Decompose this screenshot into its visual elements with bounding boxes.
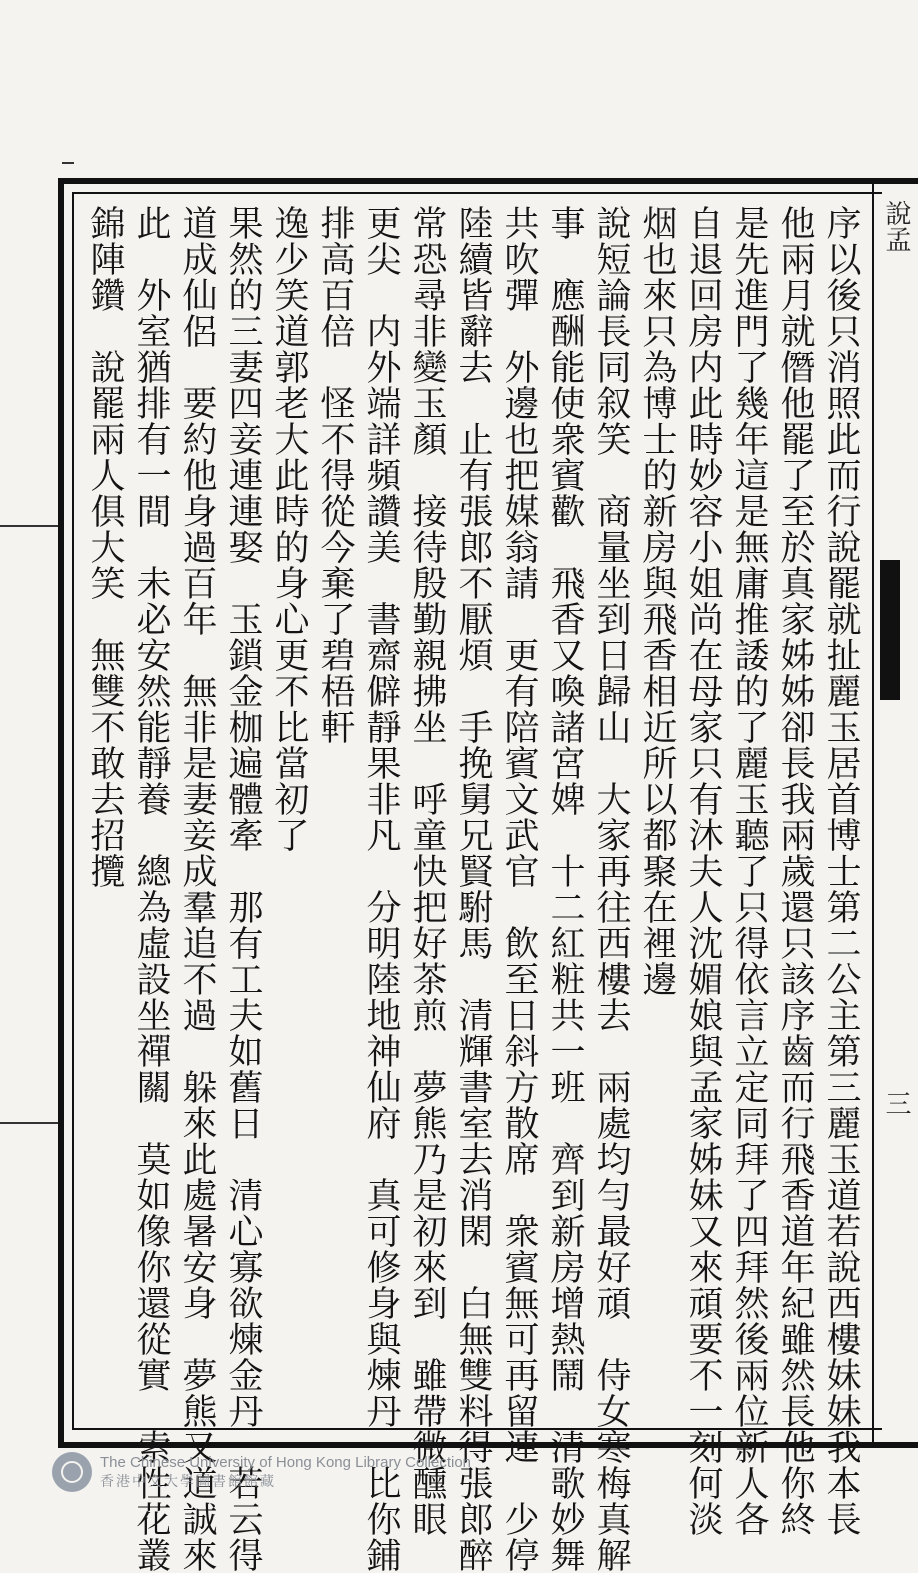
text-column-9: 陸續皆辭去 止有張郎不厭煩 手挽舅兄賢駙馬 清輝書室去消閑 白無雙料得張郎醉 xyxy=(453,205,493,1573)
library-logo-icon xyxy=(52,1452,92,1492)
margin-title: 說孟 xyxy=(881,200,911,252)
margin-strip xyxy=(872,178,900,1448)
text-column-3: 是先進門了幾年這是無庸推諉的了麗玉聽了只得依言立定同拜了四拜然後兩位新人各 xyxy=(729,205,769,1537)
text-column-12: 排高百倍 怪不得從今棄了碧梧軒 xyxy=(315,205,355,745)
text-column-4: 自退回房内此時妙容小姐尚在母家只有沐夫人沈媚娘與孟家姊妹又來頑要不一刻何淡 xyxy=(683,205,723,1537)
margin-tick xyxy=(0,1122,58,1124)
text-column-5: 烟也來只為博士的新房與飛香相近所以都聚在裡邊 xyxy=(637,205,677,997)
margin-tick xyxy=(62,162,74,164)
text-column-17: 錦陣鑽 說罷兩人俱大笑 無雙不敢去招攬 xyxy=(85,205,125,889)
page-number: 三 xyxy=(881,1090,911,1116)
watermark-chinese: 香港中文大學圖書館館藏 xyxy=(100,1473,276,1490)
fishtail-mark xyxy=(880,560,900,700)
text-column-7: 事 應酬能使衆賓歡 飛香又喚諸宮婢 十二紅粧共一班 齊到新房增熱鬧 清歌妙舞 xyxy=(545,205,585,1573)
text-column-6: 說短論長同叙笑 商量坐到日歸山 大家再往西樓去 兩處均勻最好頑 侍女寒梅真解 xyxy=(591,205,631,1573)
text-column-16: 此 外室猶排有一間 未必安然能靜養 總為虛設坐禪關 莫如像你還從實 索性花叢 xyxy=(131,205,171,1573)
library-watermark xyxy=(52,1450,471,1494)
text-column-10: 常恐尋非變玉顏 接待殷勤親拂坐 呼童快把好茶煎 夢熊乃是初來到 雖帶微醺眼 xyxy=(407,205,447,1537)
text-column-13: 逸少笑道郭老大此時的身心更不比當初了 xyxy=(269,205,309,853)
text-column-15: 道成仙侶 要約他身過百年 無非是妻妾成羣追不過 躲來此處暑安身 夢熊又道誠來 xyxy=(177,205,217,1573)
text-column-1: 序以後只消照此而行說罷就扯麗玉居首博士第二公主第三麗玉道若說西樓妹妹我本長 xyxy=(821,205,861,1537)
text-column-11: 更尖 内外端詳頻讚美 書齋僻靜果非凡 分明陸地神仙府 真可修身與煉丹 比你鋪 xyxy=(361,205,401,1573)
text-column-14: 果然的三妻四妾連連娶 玉鎖金枷遍體牽 那有工夫如舊日 清心寡欲煉金丹 若云得 xyxy=(223,205,263,1573)
text-column-8: 共吹彈 外邊也把媒翁請 更有陪賓文武官 飲至日斜方散席 衆賓無可再留連 少停 xyxy=(499,205,539,1573)
text-column-2: 他兩月就僭他罷了至於真家姊姊卻長我兩歲還只該序齒而行飛香道年紀雖然長他你終 xyxy=(775,205,815,1537)
margin-tick xyxy=(0,525,58,527)
watermark-english: The Chinese University of Hong Kong Library Collection xyxy=(100,1453,472,1471)
